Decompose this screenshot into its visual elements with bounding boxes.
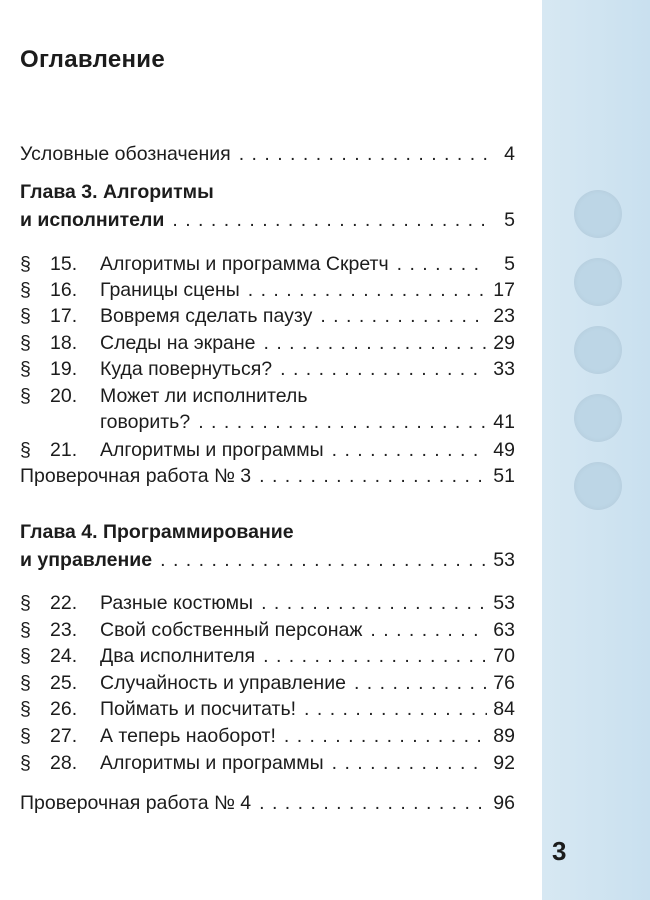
section-number: 22. bbox=[50, 592, 78, 614]
toc-section bbox=[20, 642, 515, 668]
toc-test bbox=[20, 789, 515, 815]
section-page: 92 bbox=[493, 752, 515, 774]
section-number: 16. bbox=[50, 279, 78, 301]
chapter-page: 5 bbox=[504, 209, 515, 231]
section-label: Алгоритмы и программа Скретч bbox=[100, 253, 389, 275]
chapter-heading-label: и управление bbox=[20, 549, 153, 571]
section-sign: § bbox=[20, 698, 31, 720]
chapter-page: 53 bbox=[493, 549, 515, 571]
section-number: 15. bbox=[50, 253, 78, 275]
toc-section bbox=[20, 722, 515, 748]
section-label: Следы на экране bbox=[100, 332, 256, 354]
toc-section bbox=[20, 616, 515, 642]
section-number: 17. bbox=[50, 305, 78, 327]
section-label: Случайность и управление bbox=[100, 672, 346, 694]
dot-leader bbox=[354, 671, 487, 695]
section-page: 17 bbox=[493, 279, 515, 301]
decor-circle bbox=[574, 394, 622, 442]
toc-section bbox=[20, 329, 515, 355]
section-number: 25. bbox=[50, 672, 78, 694]
dot-leader bbox=[172, 208, 487, 232]
section-number: 18. bbox=[50, 332, 78, 354]
dot-leader bbox=[248, 278, 487, 302]
section-sign: § bbox=[20, 279, 31, 301]
decor-circle bbox=[574, 190, 622, 238]
section-sign: § bbox=[20, 592, 31, 614]
section-label: Свой собственный персонаж bbox=[100, 619, 363, 641]
dot-leader bbox=[370, 618, 487, 642]
section-sign: § bbox=[20, 725, 31, 747]
toc-section bbox=[20, 669, 515, 695]
decor-circle bbox=[574, 258, 622, 306]
dot-leader bbox=[332, 751, 487, 775]
decor-circle bbox=[574, 326, 622, 374]
section-label: Два исполнителя bbox=[100, 645, 256, 667]
dot-leader bbox=[160, 548, 487, 572]
section-sign: § bbox=[20, 439, 31, 461]
section-label: Куда повернуться? bbox=[100, 358, 273, 380]
section-sign: § bbox=[20, 332, 31, 354]
dot-leader bbox=[284, 724, 487, 748]
section-number: 27. bbox=[50, 725, 78, 747]
page-title: Оглавление bbox=[20, 46, 165, 73]
section-number: 26. bbox=[50, 698, 78, 720]
section-sign: § bbox=[20, 645, 31, 667]
section-page: 53 bbox=[493, 592, 515, 614]
section-label: Может ли исполнитель bbox=[100, 385, 308, 407]
section-page: 41 bbox=[493, 411, 515, 433]
decor-circle bbox=[574, 462, 622, 510]
dot-leader bbox=[332, 438, 487, 462]
section-label: Границы сцены bbox=[100, 279, 240, 301]
section-label-cont: говорить? bbox=[100, 411, 191, 433]
side-margin-strip bbox=[542, 0, 650, 900]
section-page: 76 bbox=[493, 672, 515, 694]
toc-section bbox=[20, 695, 515, 721]
section-page: 5 bbox=[504, 253, 515, 275]
toc-section bbox=[20, 436, 515, 462]
dot-leader bbox=[261, 591, 487, 615]
dot-leader bbox=[259, 464, 487, 488]
toc-section-continuation bbox=[100, 408, 515, 434]
dot-leader bbox=[259, 791, 487, 815]
chapter-heading: Глава 4. Программирование bbox=[20, 521, 294, 543]
section-label: Поймать и посчитать! bbox=[100, 698, 297, 720]
section-label: Вовремя сделать паузу bbox=[100, 305, 313, 327]
section-label: Разные костюмы bbox=[100, 592, 254, 614]
section-sign: § bbox=[20, 752, 31, 774]
section-label: Алгоритмы и программы bbox=[100, 439, 324, 461]
toc-section bbox=[20, 355, 515, 381]
dot-leader bbox=[263, 644, 487, 668]
test-page: 96 bbox=[493, 792, 515, 814]
section-sign: § bbox=[20, 672, 31, 694]
toc-section bbox=[20, 589, 515, 615]
section-number: 21. bbox=[50, 439, 78, 461]
dot-leader bbox=[198, 410, 487, 434]
dot-leader bbox=[304, 697, 487, 721]
chapter-heading-line2 bbox=[20, 206, 515, 232]
test-label: Проверочная работа № 3 bbox=[20, 465, 252, 487]
toc-section bbox=[20, 749, 515, 775]
section-page: 49 bbox=[493, 439, 515, 461]
toc-entry-page: 4 bbox=[504, 143, 515, 165]
toc-test bbox=[20, 462, 515, 488]
dot-leader bbox=[397, 252, 487, 276]
section-sign: § bbox=[20, 619, 31, 641]
chapter-heading: Глава 3. Алгоритмы bbox=[20, 181, 214, 203]
section-number: 28. bbox=[50, 752, 78, 774]
toc-entry-label: Условные обозначения bbox=[20, 143, 231, 165]
section-page: 23 bbox=[493, 305, 515, 327]
section-label: А теперь наоборот! bbox=[100, 725, 276, 747]
section-number: 23. bbox=[50, 619, 78, 641]
toc-entry bbox=[20, 140, 515, 166]
test-label: Проверочная работа № 4 bbox=[20, 792, 252, 814]
dot-leader bbox=[239, 142, 487, 166]
section-page: 29 bbox=[493, 332, 515, 354]
section-label: Алгоритмы и программы bbox=[100, 752, 324, 774]
dot-leader bbox=[320, 304, 487, 328]
section-page: 89 bbox=[493, 725, 515, 747]
section-sign: § bbox=[20, 358, 31, 380]
section-sign: § bbox=[20, 305, 31, 327]
chapter-heading-line2 bbox=[20, 546, 515, 572]
toc-section bbox=[20, 382, 515, 408]
dot-leader bbox=[264, 331, 487, 355]
toc-section bbox=[20, 250, 515, 276]
dot-leader bbox=[280, 357, 487, 381]
section-number: 19. bbox=[50, 358, 78, 380]
section-number: 24. bbox=[50, 645, 78, 667]
section-number: 20. bbox=[50, 385, 78, 407]
page-number: 3 bbox=[552, 836, 567, 866]
chapter-heading-label: и исполнители bbox=[20, 209, 165, 231]
section-page: 63 bbox=[493, 619, 515, 641]
section-sign: § bbox=[20, 253, 31, 275]
toc-section bbox=[20, 276, 515, 302]
section-page: 70 bbox=[493, 645, 515, 667]
section-sign: § bbox=[20, 385, 31, 407]
section-page: 84 bbox=[493, 698, 515, 720]
test-page: 51 bbox=[493, 465, 515, 487]
section-page: 33 bbox=[493, 358, 515, 380]
toc-section bbox=[20, 302, 515, 328]
